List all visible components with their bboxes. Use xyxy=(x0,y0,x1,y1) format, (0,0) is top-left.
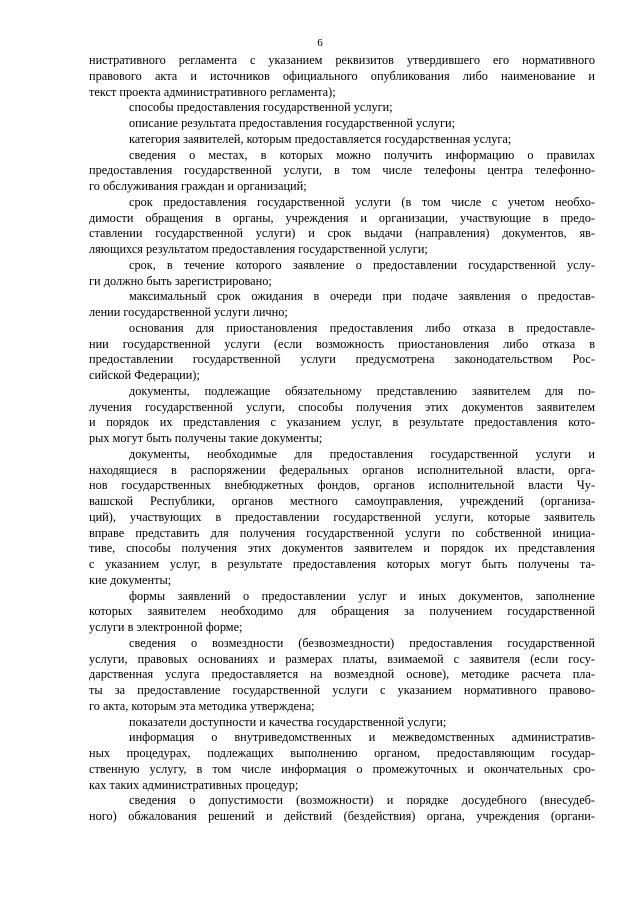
text-line: находящиеся в распоряжении федеральных органов исполнительной власти, орга- xyxy=(89,462,595,477)
text-line: ги должно быть зарегистрировано; xyxy=(89,273,272,288)
text-line: нистративного регламента с указанием реквизитов утвердившего его нормативного xyxy=(89,53,595,67)
paragraph-first-line: сведения о допустимости (возможности) и порядке досудебного (внесудеб- xyxy=(129,793,595,808)
paragraph-first-line: основания для приостановления предоставления либо отказа в предоставле- xyxy=(129,320,595,335)
text-line: ственную услугу, в том числе информация о промежуточных и окончательных сро- xyxy=(89,761,595,776)
body-text xyxy=(89,53,595,825)
text-line: вправе представить для получения государственной услуги по собственной инициа- xyxy=(89,525,595,540)
text-line: рых могут быть получены такие документы; xyxy=(89,431,323,445)
paragraph-first-line: формы заявлений о предоставлении услуг и иных документов, заполнение xyxy=(129,588,595,603)
text-line: ных процедурах, подлежащих выполнению органом, предоставляющим государ- xyxy=(89,746,595,760)
paragraph-first-line: срок, в течение которого заявление о предоставлении государственной услу- xyxy=(129,257,595,272)
paragraph-first-line: максимальный срок ожидания в очереди при подаче заявления о предостав- xyxy=(129,289,595,304)
text-line: ты за предоставление государственной услуги с указанием нормативного правово- xyxy=(89,683,595,697)
text-line: ций), участвующих в предоставлении государственной услуги, которые заявитель xyxy=(89,509,595,524)
paragraph-first-line: сведения о местах, в которых можно получить информацию о правилах xyxy=(129,147,595,162)
text-line: с указанием услуг, в результате предоставления которых могут быть получены та- xyxy=(89,557,595,571)
text-line: димости обращения в органы, учреждения и организации, участвующие в предо- xyxy=(89,210,595,225)
page-number: 6 xyxy=(317,37,323,49)
text-line: текст проекта административного регламента); xyxy=(89,84,336,99)
text-line: тиве, способы получения этих документов заявителем и порядок их представления xyxy=(89,541,595,556)
text-line: нии государственной услуги (если возможность приостановления либо отказа в xyxy=(89,336,595,351)
text-line: сийской Федерации); xyxy=(89,368,200,382)
paragraph-first-line: документы, подлежащие обязательному представлению заявителем для по- xyxy=(129,383,595,398)
text-line: ляющихся результатом предоставления государственной услуги; xyxy=(89,242,428,256)
text-line: которых заявителем необходимо для обращения за получением государственной xyxy=(89,604,595,619)
paragraph-first-line: сведения о возмездности (безвозмездности) предоставления государственной xyxy=(129,635,595,650)
paragraph-first-line: категория заявителей, которым предоставляется государственная услуга; xyxy=(129,131,512,146)
text-line: лении государственной услуги лично; xyxy=(89,305,288,319)
text-line: ках таких административных процедур; xyxy=(89,777,299,792)
text-line: и порядок их представления с указанием услуг, в результате предоставления кото- xyxy=(89,415,595,430)
text-line: услуги в электронной форме; xyxy=(89,620,243,634)
text-line: вашской Республики, органов местного самоуправления, учреждений (организа- xyxy=(89,494,595,508)
paragraph-first-line: документы, необходимые для предоставления государственной услуги и xyxy=(129,446,595,461)
text-line: дарственная услуга предоставляется на возмездной основе), методике расчета пла- xyxy=(89,667,595,682)
paragraph-first-line: способы предоставления государственной услуги; xyxy=(129,100,393,115)
text-line: предоставления государственной услуги, в том числе телефоны центра телефонно- xyxy=(89,163,595,178)
paragraph-first-line: описание результата предоставления государственной услуги; xyxy=(129,116,455,130)
paragraph-first-line: информация о внутриведомственных и межведомственных административ- xyxy=(129,730,595,745)
text-line: го акта, которым эта методика утверждена; xyxy=(89,698,315,713)
text-line: ного) обжалования решений и действий (бездействия) органа, учреждения (органи- xyxy=(89,809,595,823)
text-line: лучения государственной услуги, способы получения этих документов заявителем xyxy=(89,399,595,414)
paragraph-first-line: показатели доступности и качества государственной услуги; xyxy=(129,714,447,729)
text-line: предоставлении государственной услуги предусмотрена законодательством Рос- xyxy=(89,352,595,367)
text-line: ставлении государственной услуги) и срок выдачи (направления) документов, яв- xyxy=(89,226,595,241)
text-line: услуги, правовых основаниях и размерах платы, взимаемой с заявителя (если госу- xyxy=(89,651,595,666)
paragraph-first-line: срок предоставления государственной услуги (в том числе с учетом необхо- xyxy=(129,194,595,209)
text-line: правового акта и источников официального опубликования либо наименование и xyxy=(89,68,595,83)
text-line: кие документы; xyxy=(89,572,172,587)
text-line: нов государственных внебюджетных фондов, органов исполнительной власти Чу- xyxy=(89,478,595,493)
text-line: го обслуживания граждан и организаций; xyxy=(89,179,307,193)
